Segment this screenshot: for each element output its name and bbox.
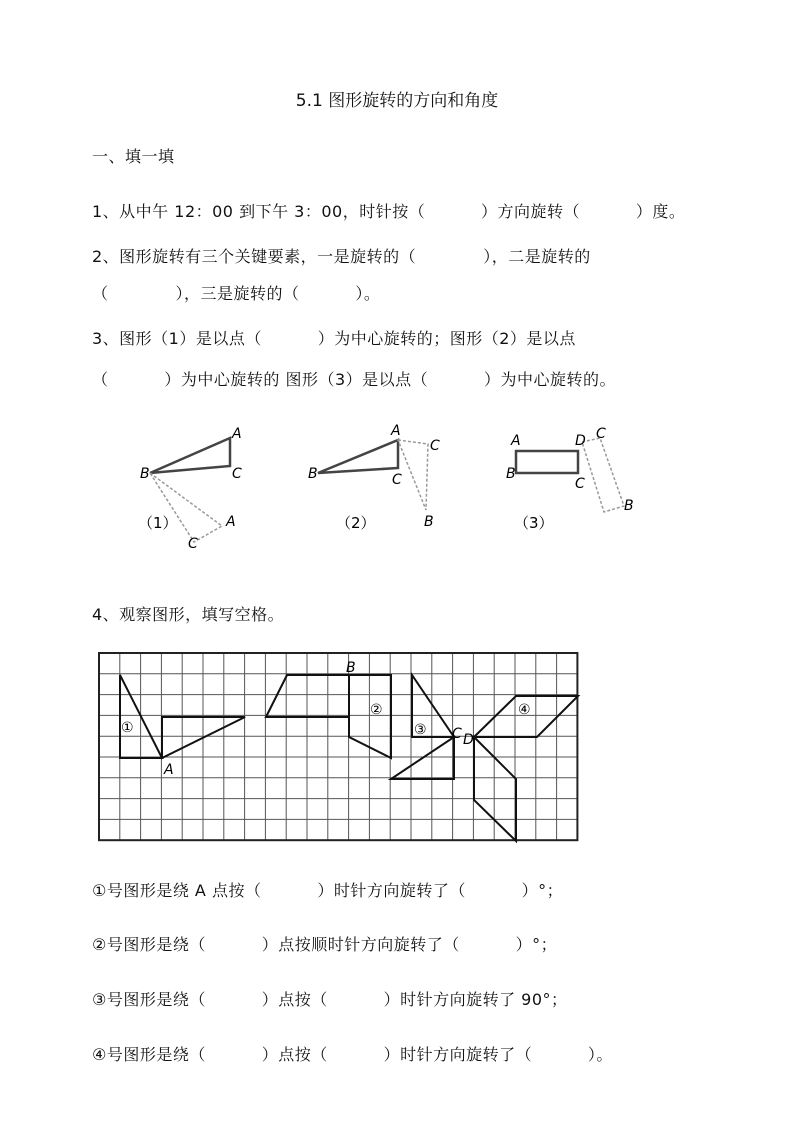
figure-2-label-b: B xyxy=(308,466,318,482)
figure-2-label-c: C xyxy=(392,472,402,488)
question-4: 4、观察图形，填写空格。 xyxy=(92,605,285,624)
question-3-line-1: 3、图形（1）是以点（ ）为中心旋转的；图形（2）是以点 xyxy=(92,329,576,348)
figure-3-label-b-rotated: B xyxy=(624,498,634,514)
grid-label-d: D xyxy=(463,732,474,748)
figure-3-rotated xyxy=(582,438,624,512)
figure-2-label-c-rotated: C xyxy=(430,438,440,454)
figure-3-label-c-rotated: C xyxy=(596,426,606,442)
shape-4-label: ④ xyxy=(518,702,531,718)
shape-3-rotated-triangle xyxy=(391,737,454,779)
question-2-line-2: （ ），三是旋转的（ ）。 xyxy=(92,284,381,303)
figure-1-label-a-rotated: A xyxy=(226,514,236,530)
figure-3-label-d: D xyxy=(575,433,586,449)
grid-label-c: C xyxy=(452,726,462,742)
answer-line-1: ①号图形是绕 A 点按（ ）时针方向旋转了（ ）°； xyxy=(92,881,564,900)
figure-1-label-c: C xyxy=(232,466,242,482)
question-3-line-2: （ ）为中心旋转的 图形（3）是以点（ ）为中心旋转的。 xyxy=(92,370,616,389)
figure-1-label-a: A xyxy=(232,426,242,442)
figure-3-label-c: C xyxy=(575,476,585,492)
figure-3-label-b: B xyxy=(506,466,516,482)
figure-1-original xyxy=(150,438,230,473)
figure-2-rotated xyxy=(398,440,428,510)
figure-1-label-c-rotated: C xyxy=(188,536,198,552)
figure-2-label-b-rotated: B xyxy=(424,514,434,530)
answer-line-4: ④号图形是绕（ ）点按（ ）时针方向旋转了（ ）。 xyxy=(92,1045,613,1064)
shape-4-rotated-parallelogram xyxy=(474,737,516,841)
figure-3-label-a: A xyxy=(511,433,521,449)
figure-1-label-b: B xyxy=(140,466,150,482)
page-title: 5.1 图形旋转的方向和角度 xyxy=(295,91,499,111)
grid-lines xyxy=(99,653,577,840)
figure-1-caption: （1） xyxy=(138,514,178,532)
grid-label-b: B xyxy=(346,660,356,676)
grid-border xyxy=(99,653,577,840)
shape-1-label: ① xyxy=(121,720,134,736)
section-heading: 一、填一填 xyxy=(92,147,175,166)
question-2-line-1: 2、图形旋转有三个关键要素，一是旋转的（ ），二是旋转的 xyxy=(92,247,591,266)
shape-3-label: ③ xyxy=(414,722,427,738)
rotation-figures xyxy=(130,418,650,558)
figure-2-original xyxy=(318,440,398,473)
answer-line-3: ③号图形是绕（ ）点按（ ）时针方向旋转了 90°； xyxy=(92,990,568,1009)
grid-figure xyxy=(96,650,582,848)
question-1: 1、从中午 12：00 到下午 3：00，时针按（ ）方向旋转（ ）度。 xyxy=(92,202,686,221)
shape-2-label: ② xyxy=(370,702,383,718)
grid-label-a: A xyxy=(164,762,174,778)
answer-line-2: ②号图形是绕（ ）点按顺时针方向旋转了（ ）°； xyxy=(92,935,558,954)
figure-2-label-a: A xyxy=(391,423,401,439)
figure-3-caption: （3） xyxy=(514,514,554,532)
figure-2-caption: （2） xyxy=(336,514,376,532)
figure-3-original xyxy=(516,451,578,473)
